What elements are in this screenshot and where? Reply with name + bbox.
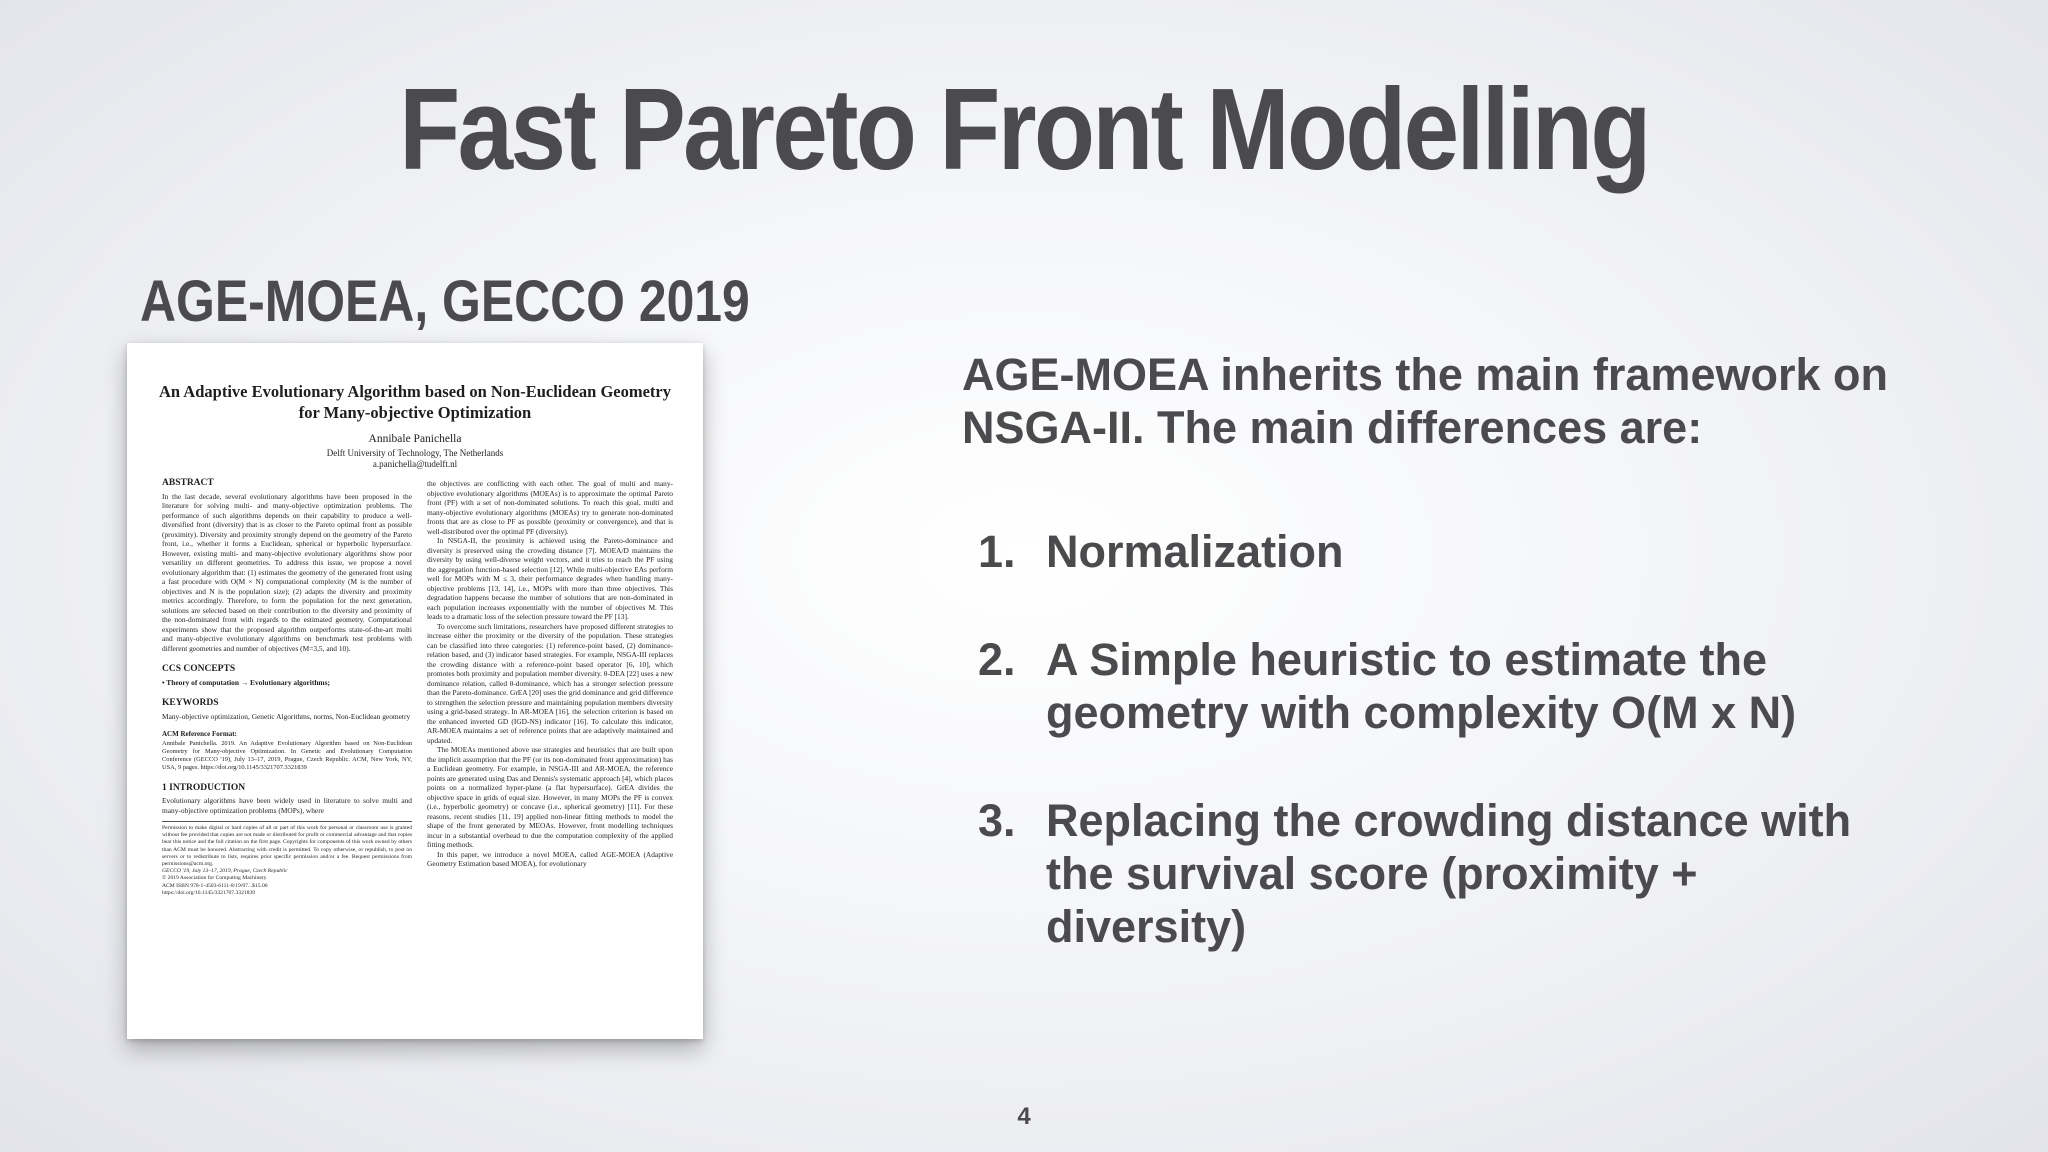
copyright-note: © 2019 Association for Computing Machinery. [162, 875, 268, 882]
paper-affiliation [127, 448, 703, 470]
page-number: 4 [1017, 1103, 1031, 1130]
paper-left-column [162, 479, 412, 897]
permission-note: Permission to make digital or hard copies of all or part of this work for personal or classroom use is granted without fee provided that copies are not made or distributed for profit or commercial advantage and that copies bear this notice and the full citation on the first page. Copyrights for components of this work owned by others than ACM must be honored. Abstracting with credit is permitted. To copy otherwise, or republish, to post on servers or to redistribute to lists, requires prior specific permission and/or a fee. Request permissions from permissions@acm.org. [162, 825, 412, 868]
paper-right-column [427, 479, 673, 869]
list-number: 1. [978, 526, 1016, 577]
list-number: 2. [978, 634, 1016, 685]
abstract-text: In the last decade, several evolutionary algorithms have been proposed in the literature for solving multi- and many-objective optimization problems. The performance of such algorithms depends on their capability to produce a well-diversified front (diversity) that is as closer to the Pareto optimal front as possible (proximity). Diversity and proximity strongly depend on the geometry of the Pareto front, i.e., whether it forms a Euclidean, spherical or hyperbolic hypersurface. However, existing multi- and many-objective evolutionary algorithms show poor versatility on different geometries. To address this issue, we propose a novel evolutionary algorithm that: (1) estimates the geometry of the generated front using a fast procedure with O(M × N) computational complexity (M is the number of objectives and N is the population size); (2) adapts the diversity and proximity metrics accordingly. Therefore, to form the population for the next generation, solutions are selected based on their contribution to the diversity and proximity of the non-dominated front with regards to the estimated geometry. Computational experiments show that the proposed algorithm outperforms state-of-the-art multi and many-objective evolutionary algorithms on benchmark test problems with different geometries and number of objectives (M=3,5, and 10). [162, 491, 412, 653]
list-number: 3. [978, 795, 1016, 846]
right-paragraph: the objectives are conflicting with each other. The goal of multi and many-objective evolutionary algorithms (MOEAs) is to approximate the optimal Pareto front (PF) with a set of non-dominated solutions. To reach this goal, multi and many-objective evolutionary algorithms (MOEAs) try to generate non-dominated fronts that are as close to PF as possible (proximity or convergence), and that is well-distributed over the optimal PF (diversity). [427, 479, 673, 536]
paper-title: An Adaptive Evolutionary Algorithm based on Non-Euclidean Geometry for Many-objective Optimization [159, 382, 671, 422]
acm-ref-heading: ACM Reference Format: [162, 730, 237, 738]
right-paragraph: To overcome such limitations, researchers have proposed different strategies to increase either the proximity or the diversity of the population. These strategies can be classified into three categories: (1) reference-point based, (2) dominance-relation based, and (3) indicator based strategies. For example, NSGA-III replaces the crowding distance with a reference-point based operator [6, 10], which promotes both proximity and population member diversity. θ-DEA [22] uses a new dominance relation, called θ-dominance, which has a stronger selection pressure than the Pareto-dominance. GrEA [20] uses the grid dominance and grid difference to strengthen the selection pressure and maintaining population members diversity using a grid-based strategy. In AR-MOEA [16], the selection criterion is based on the enhanced inverted GD (IGD-NS) indicator [16]. To calculate this indicator, AR-MOEA maintains a set of reference points that are adaptively maintained and updated. [427, 621, 673, 745]
list-text: Normalization [1046, 526, 1344, 577]
intro-text: AGE-MOEA inherits the main framework on NSGA-II. The main differences are: [962, 349, 1888, 453]
ccs-heading: CCS CONCEPTS [162, 664, 236, 674]
acm-ref-text: Annibale Panichella. 2019. An Adaptive Evolutionary Algorithm based on Non-Euclidean Geometry for Many-objective Optimization. In Genetic and Evolutionary Computation Conference (GECCO '19), July 13–17, 2019, Prague, Czech Republic. ACM, New York, NY, USA, 9 pages. https://doi.org/10.1145/3321707.3321839 [162, 739, 412, 771]
right-paragraph: In this paper, we introduce a novel MOEA, called AGE-MOEA (Adaptive Geometry Estimation based MOEA), for evolutionary [427, 849, 673, 868]
ccs-text: • Theory of computation → Evolutionary algorithms; [162, 677, 330, 687]
keywords-heading: KEYWORDS [162, 698, 219, 708]
isbn-note: ACM ISBN 978-1-4503-6111-8/19/07...$15.00 [162, 882, 268, 889]
introduction-heading: 1 INTRODUCTION [162, 782, 246, 793]
doi-note: https://doi.org/10.1145/3321707.3321839 [162, 889, 256, 896]
conference-note: GECCO '19, July 13–17, 2019, Prague, Czech Republic [162, 868, 288, 875]
slide-title: Fast Pareto Front Modelling [399, 64, 1649, 194]
list-text: Replacing the crowding distance with the survival score (proximity + diversity) [1046, 795, 1852, 952]
paper-affiliation-name: Delft University of Technology, The Netherlands [326, 448, 504, 458]
keywords-text: Many-objective optimization, Genetic Algorithms, norms, Non-Euclidean geometry [162, 711, 411, 721]
right-paragraph: In NSGA-II, the proximity is achieved using the Pareto-dominance and diversity is preserved using the crowding distance [7]. MOEA/D maintains the diversity by using well-diverse weight vectors, and it tries to reach the PF using the aggregation function-based selection [12]. While multi-objective EAs perform well for MOPs with M ≤ 3, their performance degrades when handling many-objective problems [13, 14], i.e., MOPs with more than three objectives. This degradation happens because the number of solutions that are non-dominated in each population increases exponentially with the number of objectives M. This leads to a dramatic loss of the selection pressure toward the PF [13]. [427, 536, 673, 621]
list-text: A Simple heuristic to estimate the geometry with complexity O(M x N) [1046, 634, 1797, 738]
paper-email: a.panichella@tudelft.nl [372, 459, 458, 469]
introduction-text: Evolutionary algorithms have been widely used in literature to solve multi and many-objective optimization problems (MOPs), where [162, 796, 412, 815]
footnote-rule [162, 821, 412, 822]
paper-author: Annibale Panichella [368, 433, 462, 445]
paper-thumbnail [127, 343, 703, 1039]
slide-subtitle: AGE-MOEA, GECCO 2019 [140, 269, 750, 334]
abstract-heading: ABSTRACT [162, 478, 214, 488]
right-paragraph: The MOEAs mentioned above use strategies and heuristics that are built upon the implicit assumption that the PF (or its non-dominated front approximation) has a Euclidean geometry. For example, in NSGA-III and AR-MOEA, the reference points are generated using Das and Dennis's systematic approach [4], which places points on a normalized hyper-plane (a flat hypersurface). GrEA divides the objective space in grids of equal size. However, in many MOPs the PF is convex (i.e., hyperbolic geometry) or concave (i.e., spherical geometry) [11]. For these reasons, recent studies [11, 19] applied non-linear fitting methods to model the shape of the front generated by MEOAs. However, front modelling techniques incur in a substantial overhead to due the computation complexity of the applied fitting methods. [427, 745, 673, 849]
